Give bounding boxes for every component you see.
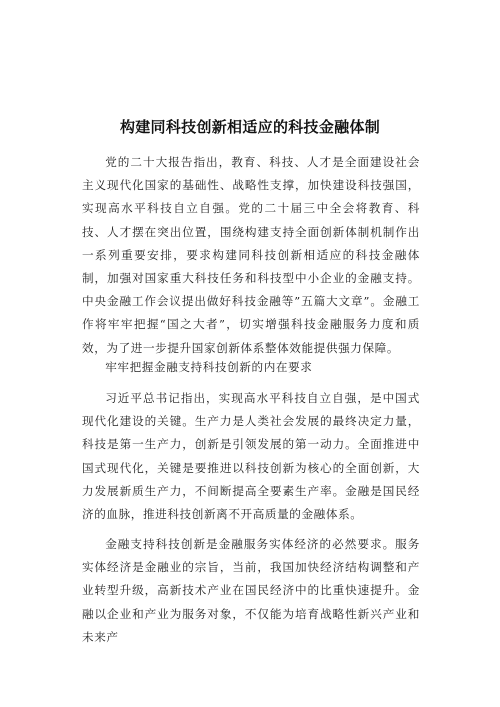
paragraph-1: 党的二十大报告指出，教育、科技、人才是全面建设社会主义现代化国家的基础性、战略性支撑，加快建设科技强国，实现高水平科技自立自强。党的二十届三中全会将教育、科技、人才摆在突出位置，围绕构建支持全面创新体制机制作出一系列重要安排，要求构建同科技创新相适应的科技金融体制，加强对国家重大科技任务和科技型中小企业的金融支持。中央金融工作会议提出做好科技金融等”五篇大文章”。金融工作将牢牢把握“国之大者”，切实增强科技金融服务力度和质效，为了进一步提升国家创新体系整体效能提供强力保障。	[82, 155, 420, 355]
document-title: 构建同科技创新相适应的科技金融体制	[119, 118, 381, 136]
paragraph-3: 金融支持科技创新是金融服务实体经济的必然要求。服务实体经济是金融业的宗旨，当前，我国加快经济结构调整和产业转型升级，高新技术产业在国民经济中的比重快速提升。金融以企业和产业为服务对象，不仅能为培育战略性新兴产业和未来产	[82, 537, 420, 644]
section-heading: 牢牢把握金融支持科技创新的内在要求	[105, 360, 313, 374]
paragraph-2: 习近平总书记指出，实现高水平科技自立自强，是中国式现代化建设的关键。生产力是人类社会发展的最终决定力量，科技是第一生产力，创新是引领发展的第一动力。全面推进中国式现代化，关键是要推进以科技创新为核心的全面创新，大力发展新质生产力，不间断提高全要素生产率。金融是国民经济的血脉，推进科技创新离不开高质量的金融体系。	[82, 391, 420, 522]
